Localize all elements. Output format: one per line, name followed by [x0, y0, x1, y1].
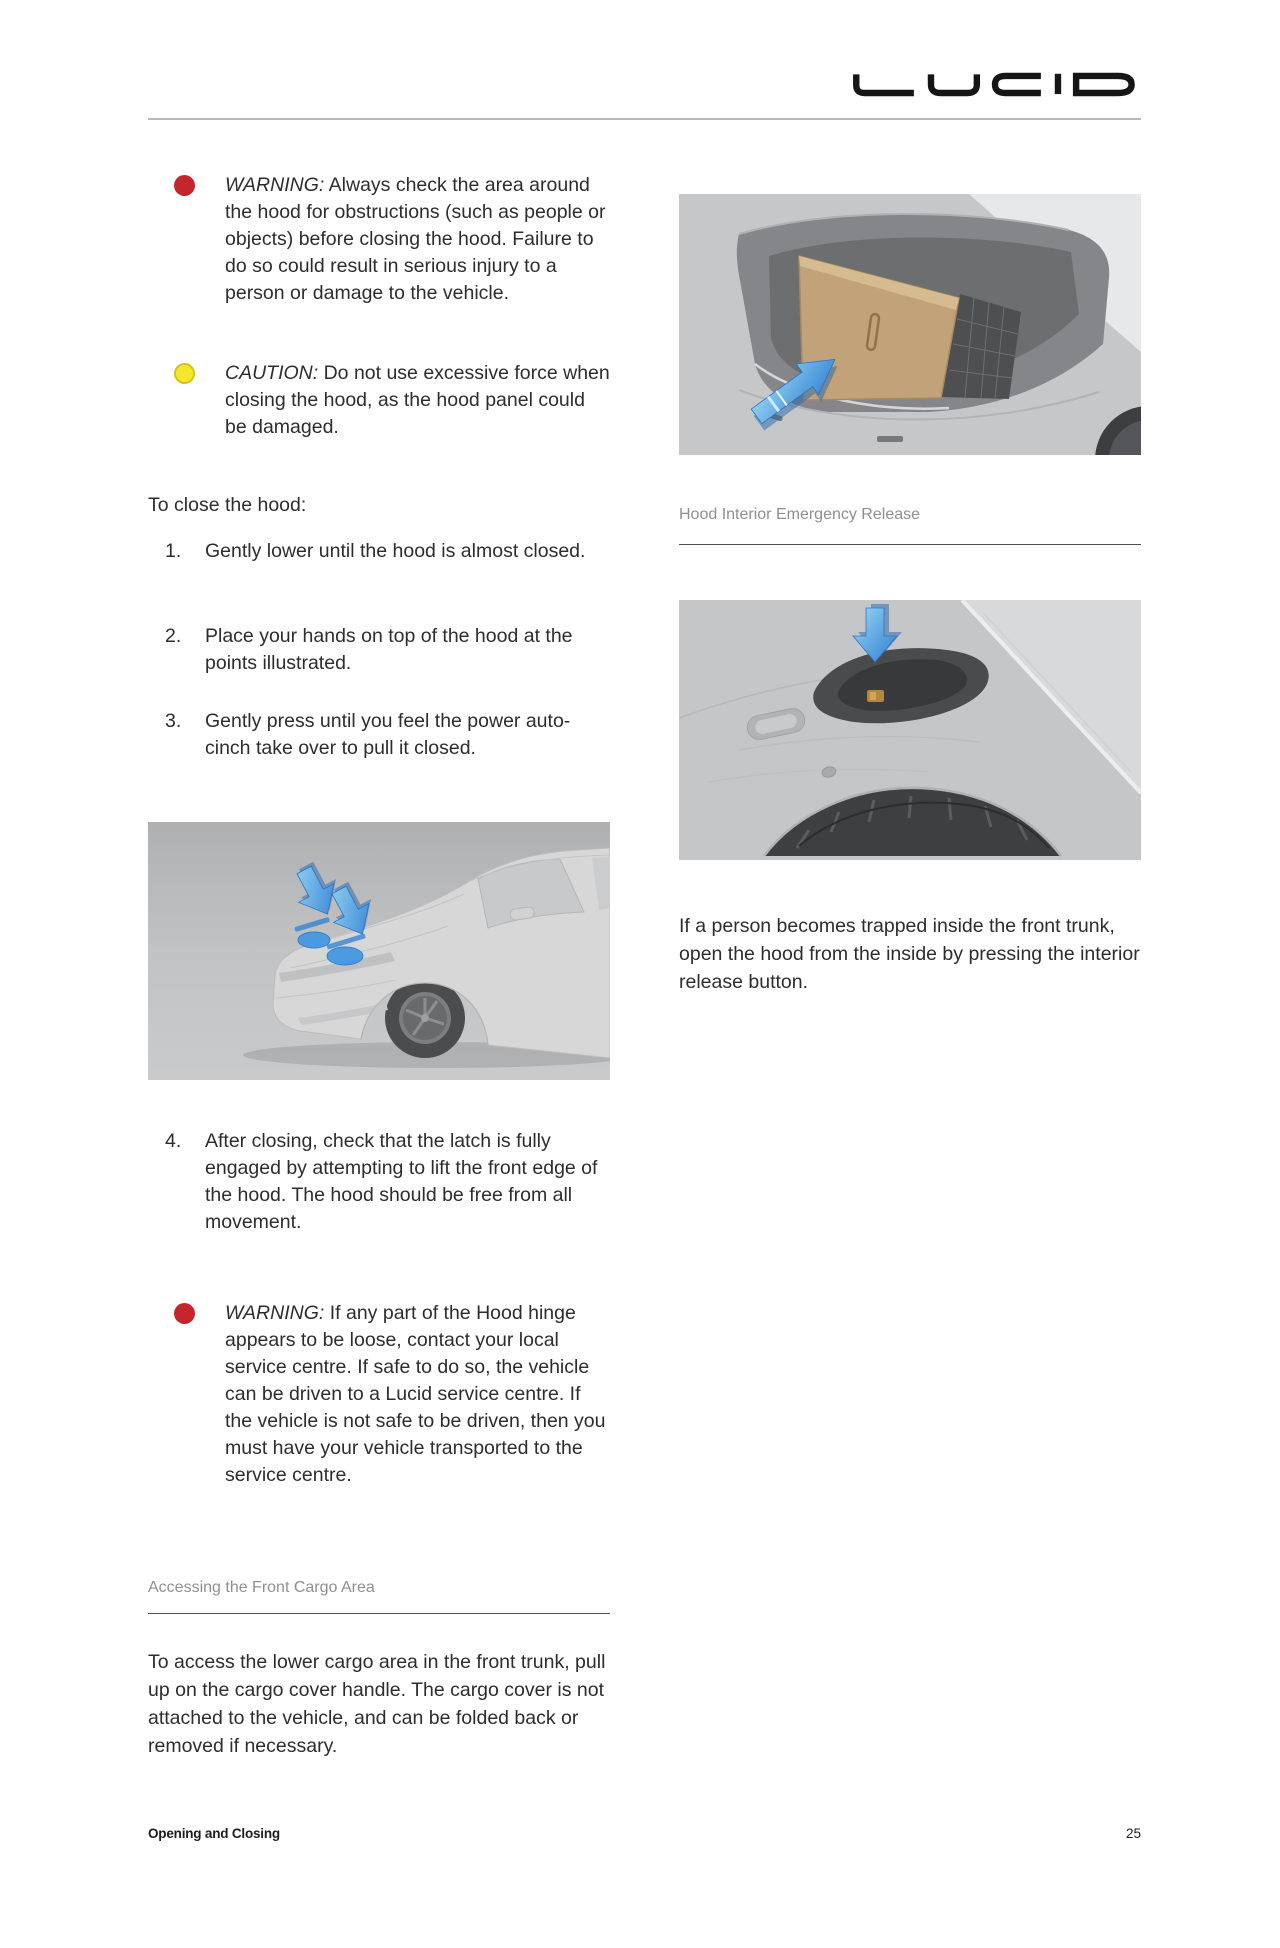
caution-label: CAUTION: [225, 362, 319, 384]
warning-callout-hood-obstructions [148, 172, 610, 307]
cargo-area-heading [148, 1578, 610, 1614]
step-number: 1. [165, 540, 182, 562]
warning-body: Always check the area around the hood for obstructions (such as people or objects) before closing the hood. Failure to do so could result in serious injury to a person or damage to the vehicle. [225, 174, 606, 304]
step-2 [148, 623, 610, 677]
page-number: 25 [1125, 1826, 1141, 1841]
warning-body: If any part of the Hood hinge appears to be loose, contact your local service centre. If safe to do so, the vehicle can be driven to a Lucid service centre. If the vehicle is not safe to be driven, then you must have your vehicle transported to the service centre. [225, 1302, 606, 1486]
step-1 [148, 538, 610, 565]
warning-callout-hood-hinge [148, 1300, 610, 1489]
step-number: 3. [165, 710, 182, 732]
caution-text [225, 360, 610, 441]
warning-dot-icon [174, 175, 195, 196]
caption-text: Hood Interior Emergency Release [679, 506, 921, 523]
warning-text [225, 1300, 610, 1489]
footer-section-label: Opening and Closing [148, 1826, 280, 1841]
caution-dot-icon [174, 363, 195, 384]
trapped-paragraph: If a person becomes trapped inside the front trunk, open the hood from the inside by pressing the interior release button. [679, 915, 1140, 993]
caution-callout-excessive-force [148, 360, 610, 441]
warning-dot-icon [174, 1303, 195, 1324]
step-text: Place your hands on top of the hood at the points illustrated. [205, 625, 573, 674]
step-text: After closing, check that the latch is fully engaged by attempting to lift the front edge of the hood. The hood should be free from all movement. [205, 1130, 598, 1233]
warning-label: WARNING: [225, 174, 325, 196]
cargo-paragraph: To access the lower cargo area in the front trunk, pull up on the cargo cover handle. The cargo cover is not attached to the vehicle, and can be folded back or removed if necessary. [148, 1651, 606, 1757]
warning-text [225, 172, 610, 307]
step-text: Gently lower until the hood is almost closed. [205, 540, 586, 562]
right-column [679, 0, 1141, 1948]
close-hood-intro: To close the hood: [148, 494, 307, 516]
caption-text: Accessing the Front Cargo Area [148, 1579, 375, 1596]
step-4 [148, 1128, 610, 1236]
hood-press-points-figure [148, 822, 610, 1080]
step-3 [148, 708, 610, 762]
step-number: 4. [165, 1130, 182, 1152]
warning-label: WARNING: [225, 1302, 325, 1324]
emergency-release-figure [679, 600, 1141, 860]
step-number: 2. [165, 625, 182, 647]
left-column [148, 0, 610, 1948]
step-text: Gently press until you feel the power auto-cinch take over to pull it closed. [205, 710, 571, 759]
emergency-release-heading [679, 505, 1141, 545]
front-cargo-cover-figure [679, 194, 1141, 455]
caution-body: Do not use excessive force when closing the hood, as the hood panel could be damaged. [225, 362, 610, 438]
